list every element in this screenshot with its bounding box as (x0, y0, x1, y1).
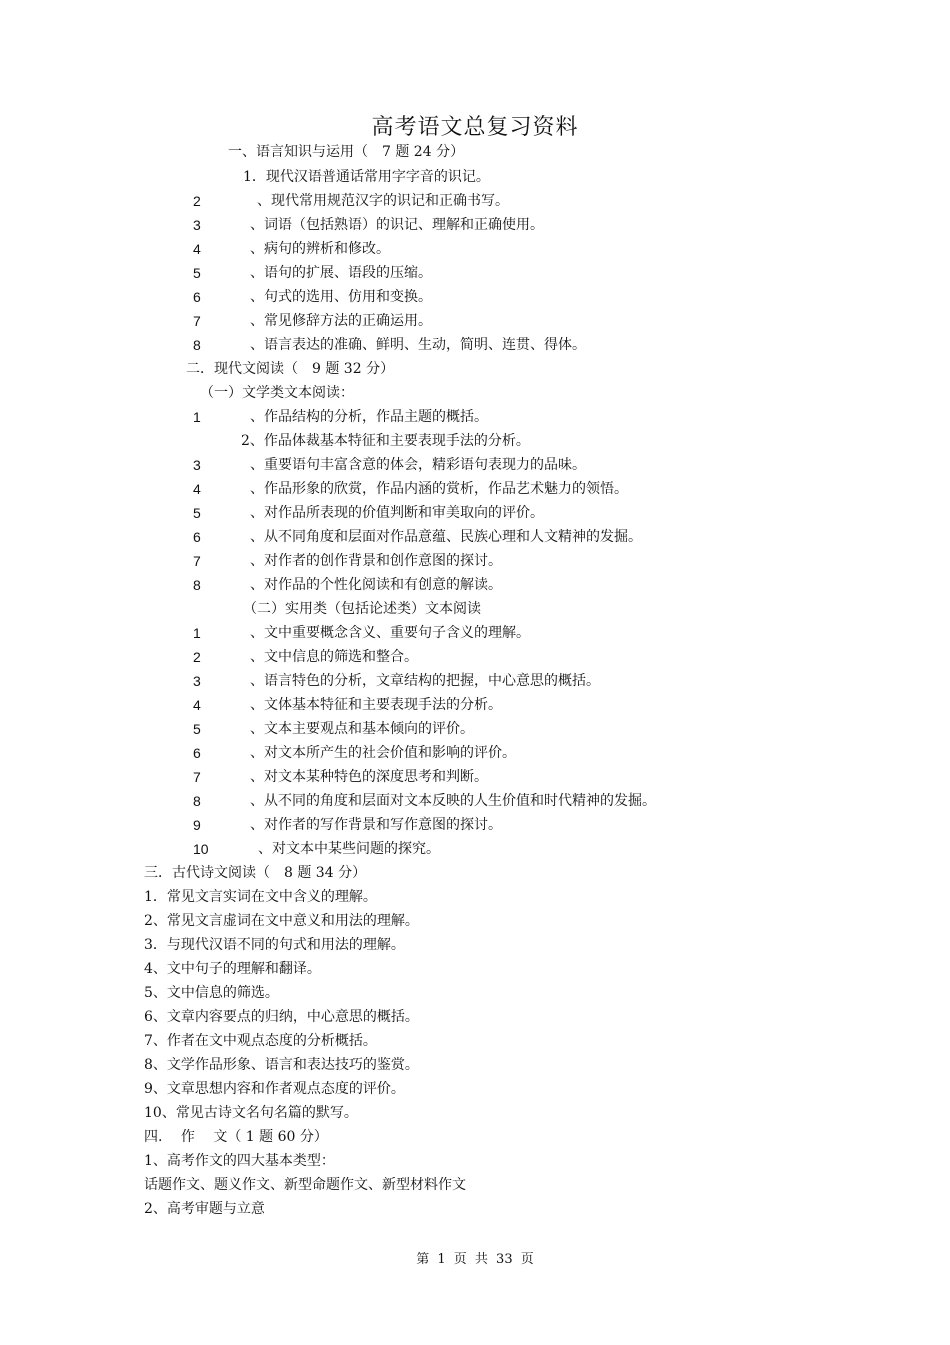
item-number: 7 (193, 553, 201, 569)
list-item: 、对作品所表现的价值判断和审美取向的评价。 (250, 505, 544, 521)
item-number: 10 (193, 841, 209, 857)
item-number: 9 (193, 817, 201, 833)
item-number: 8 (193, 793, 201, 809)
list-item: 、作品结构的分析，作品主题的概括。 (250, 409, 488, 425)
list-item: 1、高考作文的四大基本类型： (144, 1153, 335, 1169)
list-item: 、对文本某种特色的深度思考和判断。 (250, 769, 488, 785)
list-item: 、句式的选用、仿用和变换。 (250, 289, 432, 305)
item-number: 5 (193, 721, 201, 737)
item-number: 4 (193, 481, 201, 497)
list-item: 6、文章内容要点的归纳，中心意思的概括。 (144, 1009, 419, 1025)
item-number: 6 (193, 745, 201, 761)
list-item: 9、文章思想内容和作者观点态度的评价。 (144, 1081, 405, 1097)
section-heading-classical: 三．古代诗文阅读（ 8 题 34 分） (144, 865, 367, 881)
list-item: 1．现代汉语普通话常用字字音的识记。 (243, 169, 490, 185)
list-item: 、现代常用规范汉字的识记和正确书写。 (257, 193, 509, 209)
list-item: 3．与现代汉语不同的句式和用法的理解。 (144, 937, 405, 953)
list-item: 、词语（包括熟语）的识记、理解和正确使用。 (250, 217, 544, 233)
page-footer: 第 1 页 共 33 页 (416, 1252, 534, 1267)
list-item: 、文中信息的筛选和整合。 (250, 649, 418, 665)
list-item: 话题作文、题义作文、新型命题作文、新型材料作文 (144, 1177, 466, 1193)
list-item: 5、文中信息的筛选。 (144, 985, 279, 1001)
list-item: 、对作者的创作背景和创作意图的探讨。 (250, 553, 502, 569)
item-number: 2 (193, 649, 201, 665)
list-item: 7、作者在文中观点态度的分析概括。 (144, 1033, 377, 1049)
list-item: 2、作品体裁基本特征和主要表现手法的分析。 (241, 433, 530, 449)
section-heading-composition: 四. 作 文（ 1 题 60 分） (144, 1129, 328, 1145)
list-item: 、对作品的个性化阅读和有创意的解读。 (250, 577, 502, 593)
list-item: 、语句的扩展、语段的压缩。 (250, 265, 432, 281)
item-number: 7 (193, 769, 201, 785)
item-number: 6 (193, 529, 201, 545)
list-item: 10、常见古诗文名句名篇的默写。 (144, 1105, 358, 1121)
item-number: 8 (193, 337, 201, 353)
list-item: 、对作者的写作背景和写作意图的探讨。 (250, 817, 502, 833)
item-number: 1 (193, 625, 201, 641)
item-number: 2 (193, 193, 201, 209)
list-item: 1．常见文言实词在文中含义的理解。 (144, 889, 377, 905)
section-heading-language: 一、语言知识与运用（ 7 题 24 分） (228, 144, 465, 160)
subsection-heading-literary: （一）文学类文本阅读： (200, 385, 354, 401)
item-number: 8 (193, 577, 201, 593)
item-number: 3 (193, 457, 201, 473)
list-item: 、对文本中某些问题的探究。 (258, 841, 440, 857)
document-title: 高考语文总复习资料 (371, 115, 579, 140)
list-item: 4、文中句子的理解和翻译。 (144, 961, 321, 977)
item-number: 5 (193, 505, 201, 521)
item-number: 1 (193, 409, 201, 425)
item-number: 7 (193, 313, 201, 329)
item-number: 3 (193, 217, 201, 233)
list-item: 2、高考审题与立意 (144, 1201, 265, 1217)
list-item: 、文体基本特征和主要表现手法的分析。 (250, 697, 502, 713)
list-item: 、作品形象的欣赏，作品内涵的赏析，作品艺术魅力的领悟。 (250, 481, 628, 497)
list-item: 、文中重要概念含义、重要句子含义的理解。 (250, 625, 530, 641)
list-item: 、文本主要观点和基本倾向的评价。 (250, 721, 474, 737)
list-item: 、对文本所产生的社会价值和影响的评价。 (250, 745, 516, 761)
list-item: 、语言表达的准确、鲜明、生动，简明、连贯、得体。 (250, 337, 586, 353)
list-item: 、病句的辨析和修改。 (250, 241, 390, 257)
list-item: 、常见修辞方法的正确运用。 (250, 313, 432, 329)
list-item: 、重要语句丰富含意的体会，精彩语句表现力的品味。 (250, 457, 586, 473)
item-number: 4 (193, 241, 201, 257)
section-heading-modern-reading: 二．现代文阅读（ 9 题 32 分） (186, 361, 395, 377)
list-item: 、从不同的角度和层面对文本反映的人生价值和时代精神的发掘。 (250, 793, 656, 809)
list-item: 、从不同角度和层面对作品意蕴、民族心理和人文精神的发掘。 (250, 529, 642, 545)
list-item: 2、常见文言虚词在文中意义和用法的理解。 (144, 913, 419, 929)
item-number: 3 (193, 673, 201, 689)
list-item: 、语言特色的分析，文章结构的把握，中心意思的概括。 (250, 673, 600, 689)
list-item: 8、文学作品形象、语言和表达技巧的鉴赏。 (144, 1057, 419, 1073)
item-number: 6 (193, 289, 201, 305)
subsection-heading-practical: （二）实用类（包括论述类）文本阅读 (243, 601, 481, 617)
item-number: 4 (193, 697, 201, 713)
item-number: 5 (193, 265, 201, 281)
